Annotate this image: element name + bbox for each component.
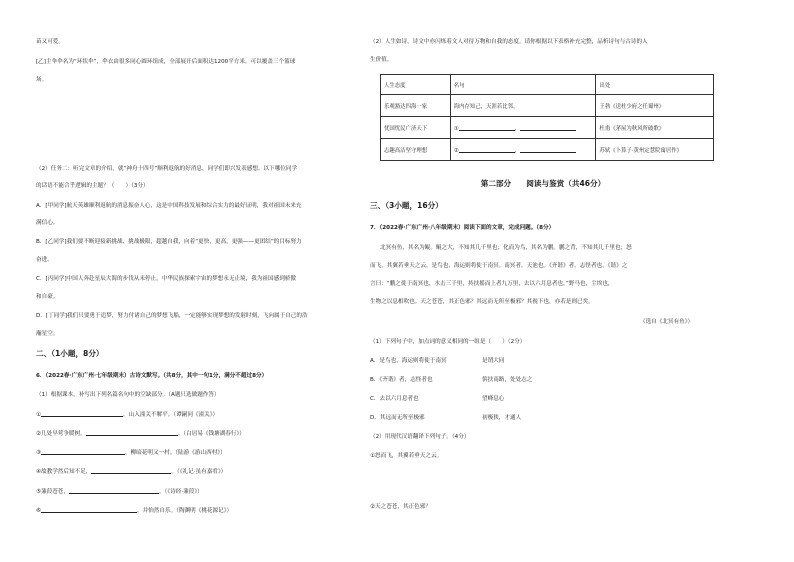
table-cell: 王勃《送杜少府之任蜀州》 xyxy=(596,95,714,117)
dictation-suffix: 。（《诗经·蒹葭》） xyxy=(158,489,203,495)
table-header-row xyxy=(381,75,714,95)
dictation-prefix: ⑤蒹葭苍苍， xyxy=(36,489,69,495)
option-d: D．[丁同学]我们只要勇于追梦，努力付诸自己的梦想飞船，一定能够实现梦想的发射时刻，飞向属于自己的浩 xyxy=(36,313,308,319)
dictation-prefix: ④故教学然后知不足， xyxy=(36,469,92,475)
option-right: 望峰息心 xyxy=(482,396,505,402)
option-b: B．[乙同学]我们要不断迎接新挑战、挑战极限，超越自我，向着“更快，更高，更强——更团结”的目标努力 xyxy=(36,239,302,245)
translate-sentence-1: ①怒而飞，其翼若垂天之云。 xyxy=(370,453,443,459)
table-cell: ② ， xyxy=(450,139,596,161)
table-cell: 海内存知己，天涯若比邻。 xyxy=(450,95,596,117)
text-line: [乙]主伞伞名为“环状伞”，伞衣由很多同心圆环组成，全部展开后面积达1200平方米，可以覆盖三个篮球 xyxy=(36,59,296,65)
dictation-5 xyxy=(36,487,203,496)
part-title: 第二部分 阅读与鉴赏（共46分） xyxy=(480,179,606,188)
dictation-prefix: ⑥ xyxy=(36,508,42,514)
table-row xyxy=(381,95,714,117)
answer-blank[interactable] xyxy=(459,124,515,131)
table-cell: ① ， xyxy=(450,117,596,139)
dictation-suffix: 。（白居易《钱塘湖春行》） xyxy=(177,431,245,437)
option-d: 瀚星空。 xyxy=(36,331,59,337)
sub-option-d: D．其远而无所至极邪 xyxy=(370,415,425,421)
table-cell: 忧国忧民广济天下 xyxy=(381,117,451,139)
table-row xyxy=(381,139,714,161)
section-heading: 三、（3小题，16分） xyxy=(370,201,443,210)
answer-blank[interactable] xyxy=(520,146,576,153)
dictation-4 xyxy=(36,467,226,476)
table-cell: 苏轼《卜算子·黄州定慧院寓居作》 xyxy=(596,139,714,161)
passage-line: 言曰：“鹏之徙于南冥也，水击三千里，抟扶摇而上者九万里，去以六月息者也。”野马也，尘埃也， xyxy=(370,281,614,287)
table-row xyxy=(381,117,714,139)
question-6-part-1: （1）根据课本，补写出下列名篇名句中的空缺部分。（A题只选做题作答） xyxy=(36,392,220,398)
section-heading: 二、（1小题，8分） xyxy=(36,349,104,358)
sub-question-1: （1）下列句子中，加点词的意义相同的一组是（ ）（2分） xyxy=(370,339,526,345)
dictation-3 xyxy=(36,448,226,457)
option-right: 是谓大同 xyxy=(482,358,505,364)
dictation-suffix: ，山入潼关不解平。（谭嗣同《潼关》） xyxy=(123,412,219,418)
dictation-6 xyxy=(36,506,232,515)
answer-blank[interactable] xyxy=(69,487,159,494)
passage-line: 北冥有鱼，其名为鲲。鲲之大，不知其几千里也；化而为鸟，其名为鹏。鹏之背，不知其几千里也；怒 xyxy=(380,245,632,251)
question-stem: （2）任务二：听完文章的介绍，就“神舟十四号”顺利返航的好消息，同学们即兴发表感想。以下哪位同学 xyxy=(36,166,298,172)
dictation-prefix: ②几处早莺争暖树， xyxy=(36,431,86,437)
table-cell: 志趣高洁坚守理想 xyxy=(381,139,451,161)
question-stem: （2）人生如诗，诗文中亦闪烁着文人对待万物和自我的态度。请你根据以下表格补充完整，品析诗句与古诗的人 xyxy=(370,39,648,45)
answer-blank[interactable] xyxy=(91,467,171,474)
sub-option-c: C．去以六月息者也 xyxy=(370,396,419,402)
option-right: 初极狭，才通人 xyxy=(482,415,522,421)
table-cell: 乐观豁达四海一家 xyxy=(381,95,451,117)
life-attitude-table xyxy=(380,74,714,161)
passage-line: 生物之以息相吹也。天之苍苍，其正色邪？其远而无所至极邪？其视下也，亦若是则已矣。 xyxy=(370,299,594,305)
answer-blank[interactable] xyxy=(41,410,123,417)
option-a: A．[甲同学]航天英雄顺利返航的消息振奋人心，这是中国科技发展和综合实力的最好证明，我对祖国未来充 xyxy=(36,203,302,209)
table-header-cell: 出处 xyxy=(596,75,714,95)
answer-blank[interactable] xyxy=(41,506,137,513)
option-a: 满信心。 xyxy=(36,220,59,226)
sub-question-2: （2）用现代汉语翻译下列句子。（4分） xyxy=(370,434,470,440)
question-stem: 的话语不能合乎逻辑的主题？（ ）（3分） xyxy=(36,183,149,189)
question-6: 6．（2022春·广东广州·七年级期末）古诗文默写。（共8分，其中一句1分，满分不超过8分） xyxy=(36,373,268,379)
question-7: 7．（2022春·广东广州·八年级期末）阅读下面的文章，完成问题。（8分） xyxy=(370,225,555,231)
translate-sentence-2: ②天之苍苍，其正色邪？ xyxy=(370,504,431,510)
dictation-prefix: ① xyxy=(36,412,42,418)
passage-source: （选自《北冥有鱼》） xyxy=(640,319,694,325)
question-stem: 生价值。 xyxy=(370,57,393,63)
dictation-suffix: ，柳暗花明又一村。（陆游《游山西村》） xyxy=(125,450,226,456)
dictation-suffix: 。（《礼记·虽有嘉肴》） xyxy=(171,469,227,475)
answer-blank[interactable] xyxy=(41,448,125,455)
option-c: 和自豪。 xyxy=(36,294,59,300)
answer-blank[interactable] xyxy=(459,146,515,153)
table-header-cell: 名句 xyxy=(450,75,596,95)
option-right: 傧扶南路，处处志之 xyxy=(482,377,533,383)
option-left: A．是鸟也，海运则将徙于南冥 xyxy=(370,358,447,364)
table-cell: 杜甫《茅屋为秋风所破歌》 xyxy=(596,117,714,139)
answer-blank[interactable] xyxy=(86,429,178,436)
sub-option-a xyxy=(370,357,447,365)
table-header-cell: 人生态度 xyxy=(381,75,451,95)
answer-blank[interactable] xyxy=(520,124,576,131)
option-c: C．[丙同学]中国人奔赴星辰大海的步伐从未停止，中华民族探索宇宙的梦想永无止境，我为祖国感到骄傲 xyxy=(36,276,296,282)
dictation-1 xyxy=(36,410,218,419)
text-line: 场。 xyxy=(36,77,48,83)
sub-option-b: B．《齐谐》者，志怪者也 xyxy=(370,377,433,383)
dictation-prefix: ③ xyxy=(36,450,42,456)
dictation-2 xyxy=(36,429,245,438)
option-b: 奋进。 xyxy=(36,257,53,263)
dictation-suffix: ，并怡然自乐。（陶渊明《桃花源记》） xyxy=(137,508,233,514)
text-line: 苗又可爱。 xyxy=(36,39,64,45)
blank-marker: ① xyxy=(453,125,459,132)
blank-marker: ② xyxy=(453,147,459,154)
passage-line: 而飞，其翼若垂天之云。是鸟也，海运则将徙于南冥。南冥者，天池也。《齐谐》者，志怪者也。《谐》之 xyxy=(370,263,628,269)
